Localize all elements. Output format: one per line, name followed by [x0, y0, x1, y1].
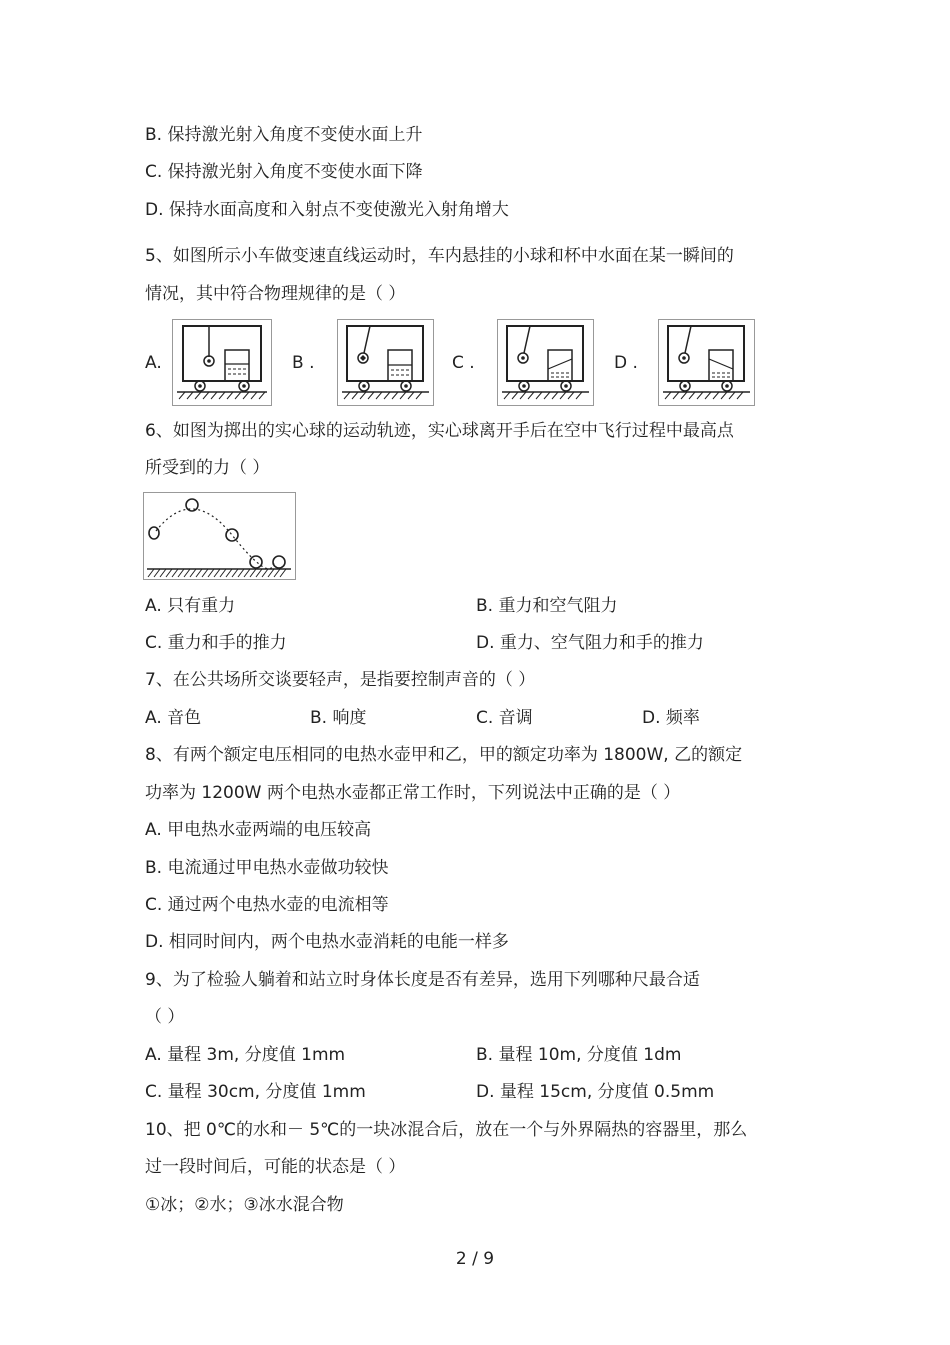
q5-stem-line2: 情况，其中符合物理规律的是（ ） — [145, 284, 406, 304]
q6-option-c: C. 重力和手的推力 — [145, 633, 287, 653]
q6-stem-line2: 所受到的力（ ） — [145, 458, 270, 478]
q6-trajectory-figure — [143, 492, 296, 580]
q9-option-d: D. 量程 15cm, 分度值 0.5mm — [476, 1082, 715, 1102]
q5-label-c: C . — [452, 353, 475, 373]
q6-option-b: B. 重力和空气阻力 — [476, 596, 618, 616]
q10-states: ①冰；②水；③冰水混合物 — [145, 1195, 344, 1215]
q4-option-d: D. 保持水面高度和入射点不变使激光入射角增大 — [145, 200, 509, 220]
q10-stem-line1: 10、把 0℃的水和－ 5℃的一块冰混合后，放在一个与外界隔热的容器里，那么 — [145, 1120, 748, 1140]
q9-stem-line1: 9、为了检验人躺着和站立时身体长度是否有差异，选用下列哪种尺最合适 — [145, 970, 700, 990]
q8-option-d: D. 相同时间内，两个电热水壶消耗的电能一样多 — [145, 932, 509, 952]
q7-option-d: D. 频率 — [642, 708, 700, 728]
q9-option-c: C. 量程 30cm, 分度值 1mm — [145, 1082, 366, 1102]
q5-figure-b — [337, 319, 434, 406]
q6-option-d: D. 重力、空气阻力和手的推力 — [476, 633, 704, 653]
q8-option-a: A. 甲电热水壶两端的电压较高 — [145, 820, 372, 840]
q5-label-d: D . — [614, 353, 638, 373]
q4-option-c: C. 保持激光射入角度不变使水面下降 — [145, 162, 423, 182]
q6-stem-line1: 6、如图为掷出的实心球的运动轨迹，实心球离开手后在空中飞行过程中最高点 — [145, 421, 734, 441]
q6-option-a: A. 只有重力 — [145, 596, 236, 616]
q5-label-b: B . — [292, 353, 315, 373]
q7-option-a: A. 音色 — [145, 708, 202, 728]
q5-figure-a — [172, 319, 272, 406]
q5-figure-d — [658, 319, 755, 406]
q7-stem: 7、在公共场所交谈要轻声，是指要控制声音的（ ） — [145, 670, 536, 690]
q5-figure-c — [497, 319, 594, 406]
q8-option-b: B. 电流通过甲电热水壶做功较快 — [145, 858, 389, 878]
q7-option-b: B. 响度 — [310, 708, 367, 728]
q9-stem-line2: （ ） — [145, 1007, 185, 1027]
q9-option-a: A. 量程 3m, 分度值 1mm — [145, 1045, 346, 1065]
q8-stem-line1: 8、有两个额定电压相同的电热水壶甲和乙，甲的额定功率为 1800W, 乙的额定 — [145, 745, 743, 765]
q5-label-a: A. — [145, 353, 162, 373]
page-number: 2 / 9 — [455, 1249, 495, 1269]
q8-stem-line2: 功率为 1200W 两个电热水壶都正常工作时，下列说法中正确的是（ ） — [145, 783, 681, 803]
q9-option-b: B. 量程 10m, 分度值 1dm — [476, 1045, 682, 1065]
q7-option-c: C. 音调 — [476, 708, 533, 728]
q4-option-b: B. 保持激光射入角度不变使水面上升 — [145, 125, 423, 145]
q5-stem-line1: 5、如图所示小车做变速直线运动时，车内悬挂的小球和杯中水面在某一瞬间的 — [145, 246, 734, 266]
q8-option-c: C. 通过两个电热水壶的电流相等 — [145, 895, 389, 915]
q10-stem-line2: 过一段时间后，可能的状态是（ ） — [145, 1157, 406, 1177]
